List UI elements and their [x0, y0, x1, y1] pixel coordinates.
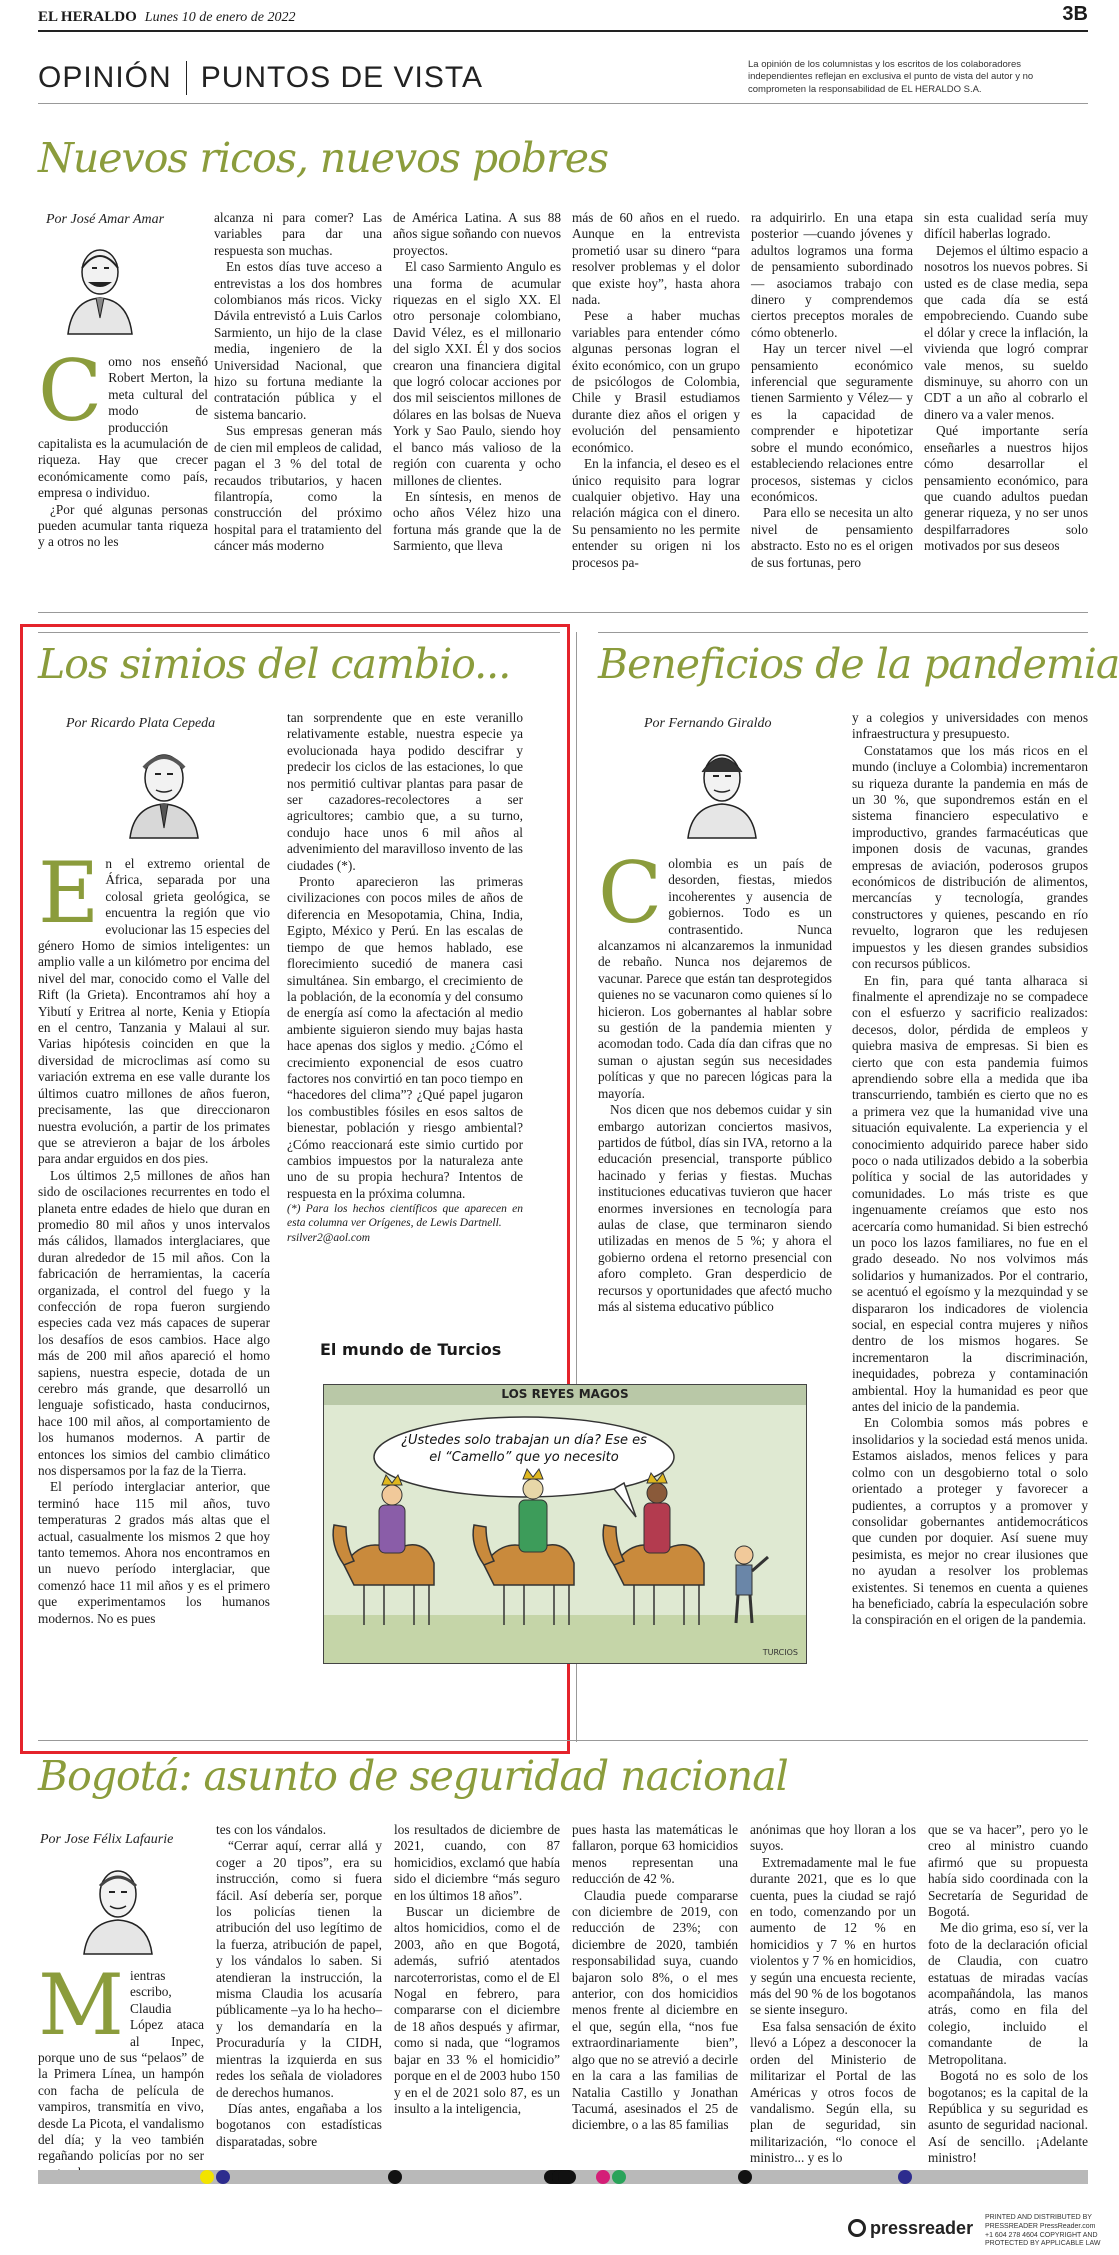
paragraph: que se va hacer”, pero yo le creo al ministro cuando afirmó que su propuesta había sido coordinada con la Secretaría de Seguridad de Bogotá.: [928, 1822, 1088, 1920]
cartoon-section-title: El mundo de Turcios: [320, 1340, 502, 1359]
article4-headline[interactable]: Bogotá: asunto de seguridad nacional: [38, 1752, 788, 1800]
section-title: OPINIÓN: [38, 60, 172, 94]
section-divider: [38, 612, 1088, 613]
paragraph: Para ello se necesita un alto nivel de pensamiento abstracto. Esto no es el origen de sus fortunas, pero: [751, 505, 913, 570]
article3-headline[interactable]: Beneficios de la pandemia: [598, 640, 1119, 688]
article1-byline: Por José Amar Amar: [46, 212, 165, 227]
paragraph: tan sorprendente que en este veranillo relativamente estable, nuestra especie ya evolucionada haya podido descifrar y predecir los ciclos de las estaciones, lo que nos permitió cultivar plantas para pasar de ser cazadores-recolectores a ser agricultores; cambio que, a su turno, condujo hace unos 6 mil años al advenimiento del maravilloso invento de las ciudades (*).: [287, 710, 523, 873]
article2-column-1: [38, 844, 271, 1732]
paragraph: En estos días tuve acceso a entrevistas a los dos hombres colombianos más ricos. Vicky Dávila entrevistó a Luis Carlos Sarmiento, un hijo de la clase media, ingeniero de la Universidad Nacional, que hizo su fortuna mediante la contratación pública y el sistema bancario.: [214, 259, 382, 422]
color-registration-bar: [38, 2170, 1088, 2184]
section-header: [38, 52, 1088, 104]
paragraph: tes con los vándalos.: [216, 1822, 327, 1837]
paragraph: Extremadamente mal le fue durante 2021, que es lo que cuenta, pues la ciudad se rajó en todo, comenzando por un aumento de 12 % en homicidios y 7 % en hurtos violentos y 7 % en homicidios, y según una encuesta reciente, más del 90 % de los bogotanos se siente inseguro.: [750, 1854, 916, 2018]
article4-column-4: [572, 1822, 738, 2162]
paragraph: pues hasta las matemáticas le fallaron, porque 63 homicidios menos representan una reducción de 42 %.: [572, 1822, 738, 1887]
cartoon-illustration: [324, 1385, 806, 1663]
paragraph: ra adquirirlo. En una etapa posterior —cuando jóvenes y adultos logramos una forma de pensamiento subordinado— asociamos trabajo con dinero y comprendemos ciertos preceptos morales de cómo obtenerlo.: [751, 210, 913, 340]
cartoon-speech-bubble: ¿Ustedes solo trabajan un día? Ese es el “Camello” que yo necesito: [401, 1433, 647, 1465]
registration-dot-black: [388, 2170, 402, 2184]
article1-column-3: [393, 210, 561, 600]
article3-dropcap: C: [598, 844, 663, 942]
paragraph: En Colombia somos más pobres e insolidarios y la sociedad está menos unida. Estamos aislados, menos felices y para colmo con un desgobierno total o solo orientado a proteger y favorecer a pudientes, a corruptos y a promover y consolidar gobernantes antidemocráticos que cunden por doquier. Así suene muy pesimista, es mejor no crear ilusiones que no ayudan a resolver los problemas existentes. Si tenemos en cuenta a quienes ha beneficiado, cabría la especulación sobre la conspiración en el origen de la pandemia.: [852, 1415, 1088, 1628]
paragraph: anónimas que hoy lloran a los suyos.: [750, 1822, 916, 1854]
section-subtitle: PUNTOS DE VISTA: [200, 60, 483, 94]
article1-column-4: [572, 210, 740, 600]
article1-column-2: [214, 210, 382, 600]
paragraph: Dejemos el último espacio a nosotros los nuevos pobres. Si usted es de clase media, sepa que cada día se está empobreciendo. Cuando sube el dólar y crece la inflación, la vivienda que logró comprar vale menos, su sueldo disminuye, su ahorro con un CDT a un año al cobrarlo el dinero va a valer menos.: [924, 242, 1088, 422]
registration-dot-blue: [216, 2170, 230, 2184]
article2-dropcap: E: [38, 844, 100, 942]
cartoonist-signature: TURCIOS: [762, 1648, 798, 1657]
page-number: 3B: [1062, 3, 1088, 25]
article3-byline: Por Fernando Giraldo: [644, 716, 772, 731]
paragraph: sin esta cualidad sería muy difícil haberlas logrado.: [924, 210, 1088, 242]
paragraph: omo nos enseñó Robert Merton, la meta cultural del modo de producción capitalista es la acumulación de riqueza. Hay que crecer económicamente como país, empresa o individuo.: [38, 354, 208, 501]
paragraph: Los últimos 2,5 millones de años han sido de oscilaciones recurrentes en todo el planeta entre edades de hielo que duran en promedio 80 mil años y unos intervalos más cálidos, llamados interglaciares, que duran alrededor de 15 mil años. Con la fabricación de herramientas, la cacería organizada, el control del fuego y la confección de ropa fueron surgiendo especies cada vez más capaces de superar los desafíos de esos cambios. Hace algo más de 200 mil años apareció el homo sapiens, nuestra especie, dotada de un cerebro más grande, que desarrolló un lenguaje sofisticado, hasta conducirnos, hace 100 mil años, al comportamiento de los humanos modernos. A partir de entonces los simios del cambio climático nos dispersamos por la faz de la Tierra.: [38, 1167, 270, 1479]
pressreader-logo-icon: [848, 2219, 866, 2237]
paragraph: “Cerrar aquí, cerrar allá y coger a 20 tipos”, era su instrucción, como si fuera fácil. Así debería ser, porque los policías tienen la atribución del uso legítimo de la fuerza, atribución de papel, y los vándalos lo saben. Si atendieran la instrucción, la misma Claudia los acusaría públicamente –ya lo ha hecho– y los demandaría en la Procuraduría y la CIDH, mientras la izquierda en sus redes los señala de violadores de derechos humanos.: [216, 1838, 382, 2100]
cartoon-frame[interactable]: [323, 1384, 807, 1664]
footnote: (*) Para los hechos científicos que aparecen en esta columna ver Orígenes, de Lewis Dartnell.: [287, 1203, 523, 1230]
author-portrait-lafaurie: [76, 1858, 160, 1954]
cartoon-banner: LOS REYES MAGOS: [501, 1387, 629, 1401]
author-portrait-plata: [122, 742, 206, 838]
paragraph: Claudia puede compararse con diciembre de 2019, con reducción de 23%; con diciembre de 2020, también responsabilidad suya, cuando bajaron solo 8%, o el mes anterior, con dos homicidios menos frente al diciembre en el que, según ella, “nos fue extraordinariamente bien”, algo que no se atrevió a decirle en la cara a las familias de Natalia Castillo y Jonathan Tacumá, asesinados el 25 de diciembre, o a las 85 familias: [572, 1887, 738, 2133]
paragraph: ientras escribo, Claudia López ataca al Inpec, porque uno de sus “pelaos” de la Primera Línea, un hampón con facha de película de vampiros, transmitía en vivo, desde La Picota, el vandalismo del día; y la veo también regañando policías por no ser: [38, 1968, 204, 2164]
paragraph: El caso Sarmiento Angulo es una forma de acumular riquezas en el siglo XX. El otro personaje colombiano, David Vélez, es el millonario del siglo XXI. Él y dos socios crearon una financiera digital que logró colocar acciones por dos mil seiscientos millones de dólares en las bolsas de Nueva York y Sao Paulo, siendo hoy el banco más valioso de la región con cuarenta y ocho millones de clientes.: [393, 259, 561, 488]
article3-column-2: [852, 710, 1088, 1710]
registration-dot-green: [612, 2170, 626, 2184]
author-email[interactable]: rsilver2@aol.com: [287, 1231, 371, 1244]
paragraph: los resultados de diciembre de 2021, cuando, con 87 homicidios, exclamó que había sido el diciembre “más seguro en los últimos 18 años”.: [394, 1822, 560, 1903]
article4-byline: Por Jose Félix Lafaurie: [40, 1832, 174, 1847]
article1-column-6: [924, 210, 1088, 600]
paragraph: y a colegios y universidades con menos infraestructura y presupuesto.: [852, 710, 1088, 742]
paragraph: de América Latina. A sus 88 años sigue soñando con nuevos proyectos.: [393, 210, 561, 258]
registration-dot-blue: [898, 2170, 912, 2184]
paragraph: Esa falsa sensación de éxito llevó a López a desconocer la orden del Ministerio de militarizar el Portal de las Américas y otros focos de vandalismo. Según ella, su plan de seguridad, sin militarización, “lo conoce el ministro... y es lo: [750, 2018, 916, 2166]
article4-column-1: [38, 1956, 204, 2164]
paragraph: Qué importante sería enseñarles a nuestros hijos cómo desarrollar el pensamiento económico, para que cuando adultos puedan generar riqueza, y no ser unos despilfarradores solo motivados por sus deseos: [924, 423, 1088, 554]
paragraph: Hay un tercer nivel —el pensamiento económico inferencial que seguramente tienen Sarmiento y Vélez— y es la capacidad de comprender e hipotetizar sobre el mundo económico, estableciendo relaciones entre procesos, sistemas y ciclos económicos.: [751, 341, 913, 504]
article2-column-2: [287, 710, 523, 1315]
article2-headline[interactable]: Los simios del cambio...: [38, 640, 511, 688]
paragraph: Bogotá no es solo de los bogotanos; es la capital de la República y su seguridad es asunto de seguridad nacional. Así de sencillo. ¡Adelante ministro!: [928, 2068, 1088, 2166]
article-divider: [38, 632, 560, 633]
section-divider: [38, 1740, 1088, 1741]
paragraph: n el extremo oriental de África, separada por una colosal grieta geológica, se encuentra la región que vio evolucionar las 15 especies del género Homo de simios inteligentes: un amplio valle a un kilómetro por encima del nivel del mar, conocido como el Valle del Rift (la Grieta). Encontramos ahí hoy a Yibutí y Eritrea al norte, Kenia y Etiopía en el centro, Tanzania y Malaui al sur. Varias hipótesis coinciden en que la diversidad de microclimas así como su variación extrema en ese valle durante los últimos cuatro millones de años fueron, precisamente, las que direccionaron nuestra evolución, a partir de los primates que se atrevieron a bajar de los árboles para andar erguidos en dos pies.: [38, 856, 271, 1167]
author-portrait-amar: [58, 238, 142, 334]
masthead: [38, 3, 1088, 32]
registration-dot-black: [558, 2170, 572, 2184]
author-portrait-giraldo: [680, 742, 764, 838]
paragraph: Constatamos que los más ricos en el mundo (incluye a Colombia) incrementaron su riqueza durante la pandemia en más de un 30 %, que supondremos están en el sistema financiero especulativo e improductivo, grandes farmacéuticas que imponen dosis de vacunas, grandes empresas de aviación, poderosos grupos económicos de distribución de alimentos, mercancías y tecnología, grandes constructores y quienes, pescando en río revuelto, lograron que les redujesen impuestos y les diesen grandes subsidios con recursos públicos.: [852, 742, 1088, 972]
article4-column-5: [750, 1822, 916, 2166]
paragraph: Nos dicen que nos debemos cuidar y sin embargo autorizan conciertos masivos, partidos de fútbol, días sin IVA, retorno a la educación presencial, transporte público hacinado y ferias y fiestas. Muchas instituciones educativas tuvieron que hacer enormes inversiones en tecnología para aulas de clase, que terminaron siendo utilizadas en menos de 5 %; y ahora el gobierno ordena el retorno presencial con aforo completo. Gran desperdicio de recursos y oportunidades que afectó mucho más al sistema educativo público: [598, 1102, 832, 1314]
registration-dot-black: [738, 2170, 752, 2184]
article1-column-5: [751, 210, 913, 600]
section-disclaimer: La opinión de los columnistas y los escritos de los colaboradores independientes reflejan en exclusiva el punto de vista del autor y no comprometen la responsabilidad de EL HERALDO S.A.: [748, 58, 1034, 95]
article4-dropcap: M: [38, 1956, 125, 2054]
article4-column-3: [394, 1822, 560, 2162]
registration-dot-yellow: [200, 2170, 214, 2184]
article4-column-6: [928, 1822, 1088, 2166]
paragraph: En la infancia, el deseo es el único requisito para lograr cualquier objetivo. Hay una relación mágica con el dinero. Su pensamiento no les permite entender su origen ni los procesos pa-: [572, 456, 740, 570]
article2-byline: Por Ricardo Plata Cepeda: [66, 716, 216, 731]
paragraph: Pronto aparecieron las primeras civilizaciones con pocos miles de años de diferencia en Mesopotamia, China, India, Egipto, México y Perú. En las escalas de tiempo de que hemos hablado, ese florecimiento sucedió de manera casi simultánea. Sin embargo, el crecimiento de la población, de la economía y del consumo de energía así como la afectación al medio ambiente siguieron siendo muy bajas hasta hace apenas dos siglos y medio. ¿Cómo el crecimiento exponencial de esos cuatro factores nos convirtió en tan poco tiempo en “hacedores del clima”? ¿Qué papel jugaron los combustibles fósiles en esos saltos de bienestar, población y riesgo ambiental? ¿Cómo reaccionará este simio curtido por cambios impuestos por la naturaleza ante uno de su propia hechura? Intentos de respuesta en la próxima columna.: [287, 874, 523, 1201]
registration-dot-magenta: [596, 2170, 610, 2184]
paragraph: olombia es un país de desorden, fiestas, miedos incoherentes y ausencia de gobiernos. Todo es un contrasentido. Nunca alcanzamos ni alcanzaremos la inmunidad de rebaño. Nunca nos dejaremos de vacunar. Parece que están tan desprotegidos quienes no se vacunaron como quienes sí lo hicieron. Los gobernantes al hablar sobre su gestión de la pandemia mienten y acomodan todo. Cada día dan cifras que no suman o ajustan según sus necesidades políticas y que no parecen lógicas para la mayoría.: [598, 856, 832, 1101]
paragraph: En fin, para qué tanta alharaca si finalmente el aprendizaje no se compadece con el esfuerzo y sacrificio realizados: decesos, dolor, pérdida de empleos y quiebra masiva de empresas. Si bien es cierto que con esta pandemia fuimos aprendiendo sobre ella a medida que iba transcurriendo, también es cierto que no es a primera vez que la humanidad vive una situación equivalente. La experiencia y el conocimiento adquirido parece haber sido poco o nada utilizados debido a la soberbia política y social de las autoridades y comunidades. Lo más triste es que ingenuamente creíamos que esto nos acercaría como humanidad. Si bien estrechó un poco los lazos familiares, no fue en el grado deseado. No nos volvimos más solidarios y humanizados. Por el contrario, se acentuó el egoísmo y la mezquindad y se dispararon los indicadores de violencia social, en especial contra mujeres y niños dentro de los mismos hogares. Se incrementaron la discriminación, inequidades, pobreza y contaminación ambiental. Hoy la humanidad es peor que antes del inicio de la pandemia.: [852, 972, 1088, 1415]
paper-name: EL HERALDO: [38, 9, 137, 25]
article3-column-1: [598, 844, 832, 1326]
article4-column-2: [216, 1822, 382, 2162]
paragraph: Buscar un diciembre de altos homicidios, como el de 2003, año en que Bogotá, además, sufrió atentados narcoterroristas, como el de El Nogal en febrero, para compararse con el diciembre de 18 años después y afirmar, como si nada, que “logramos bajar en 33 % el homicidio” porque en el de 2003 hubo 150 y en el de 2021 solo 87, es un insulto a la inteligencia,: [394, 1904, 560, 2116]
paragraph: Me dio grima, eso sí, ver la foto de la declaración oficial de Claudia, con cuatro estatuas de miradas vacías acompañándola, las manos atrás, como en fila del colegio, incluido el comandante de la Metropolitana.: [928, 1920, 1088, 2067]
article1-headline[interactable]: Nuevos ricos, nuevos pobres: [38, 134, 609, 182]
section-separator: [186, 61, 187, 95]
issue-date: Lunes 10 de enero de 2022: [144, 10, 296, 25]
paragraph: alcanza ni para comer? Las variables para dar una respuesta son muchas.: [214, 210, 382, 258]
paragraph: más de 60 años en el ruedo. Aunque en la entrevista prometió usar su dinero “para resolver problemas y el dolor que existe hoy”, hasta ahora nada.: [572, 210, 740, 308]
article1-dropcap: C: [38, 342, 103, 440]
paragraph: Sus empresas generan más de cien mil empleos de calidad, pagan el 3 % del total de recaudos tributarios, y hacen filantropía, como la construcción del próximo hospital para el tratamiento del cáncer más moderno: [214, 423, 382, 554]
pressreader-small-print: PRINTED AND DISTRIBUTED BY PRESSREADER PressReader.com +1 604 278 4604 COPYRIGHT AND PROTECTED BY APPLICABLE LAW: [985, 2214, 1101, 2248]
paragraph: El período interglaciar anterior, que terminó hace 115 mil años, tuvo temperaturas 2 grados más altas que el actual, casualmente los mismos 2 que hoy tanto tememos. Ahora nos encontramos en un nuevo período interglaciar, que comenzó hace 11 mil años y es el primero que experimentamos los humanos modernos. No es pues: [38, 1479, 270, 1626]
pressreader-brand[interactable]: pressreader: [870, 2218, 974, 2238]
article1-column-1: [38, 342, 208, 599]
paragraph: Pese a haber muchas variables para entender cómo algunas personas logran el éxito económico, con un grupo de psicólogos de Colombia, Chile y Brasil estudiamos durante diez años el origen y evolución del pensamiento económico.: [572, 308, 740, 455]
paragraph: En síntesis, en menos de ocho años Vélez hizo una fortuna más grande que la de Sarmiento, que lleva: [393, 488, 561, 554]
article-divider: [598, 632, 1088, 633]
paragraph: ¿Por qué algunas personas pueden acumular tanta riqueza y a otros no les: [38, 501, 208, 550]
paragraph: Días antes, engañaba a los bogotanos con estadísticas disparatadas, sobre: [216, 2100, 382, 2149]
